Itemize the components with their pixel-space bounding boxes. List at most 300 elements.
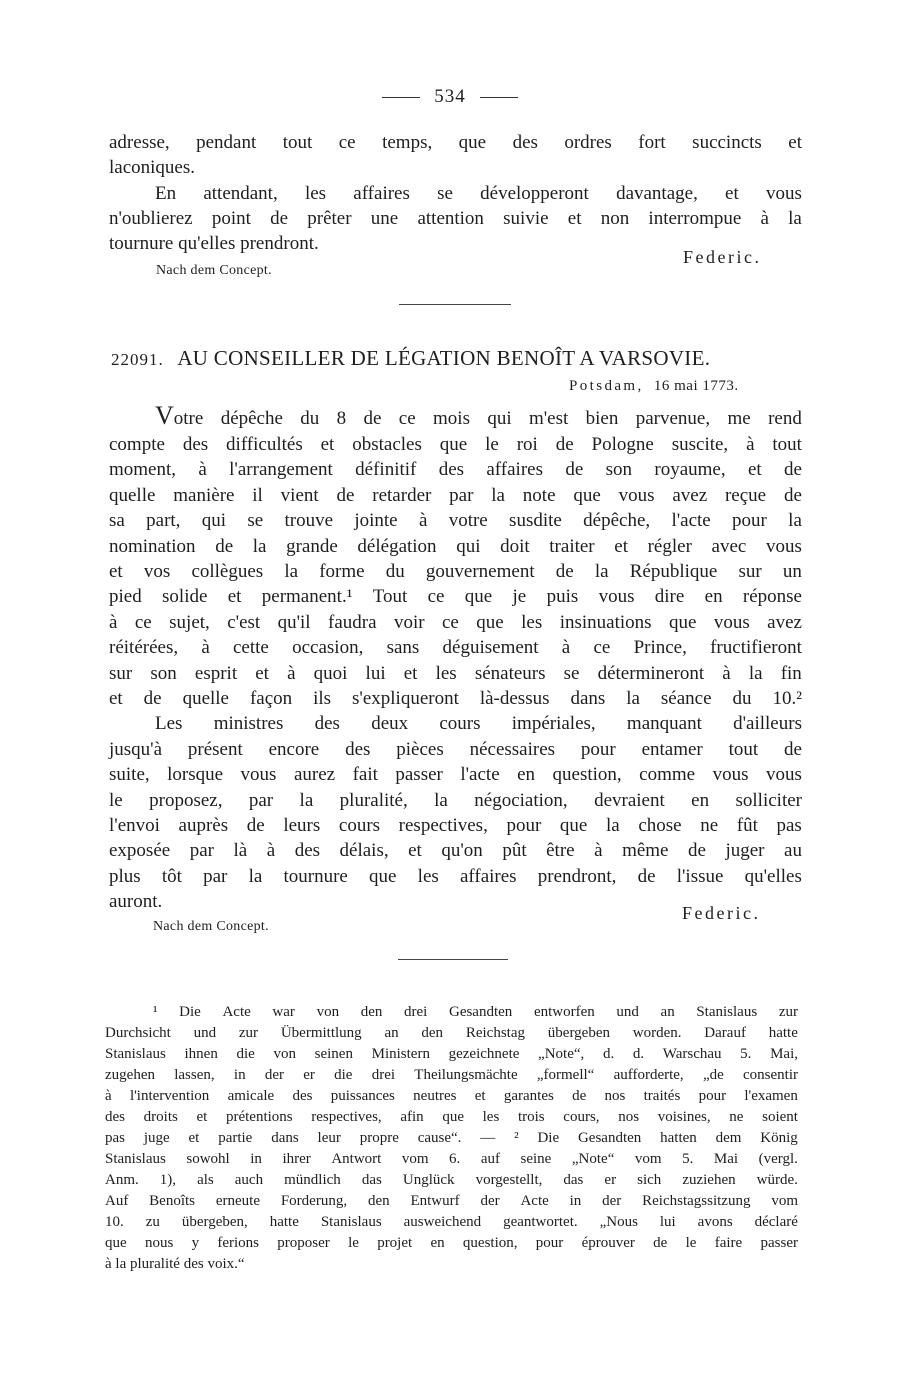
word: juger (725, 840, 765, 861)
word: vos (143, 561, 171, 582)
word: que (105, 1235, 127, 1251)
word: exposée (109, 840, 171, 861)
word: pour (580, 739, 616, 760)
word: ce (427, 586, 445, 607)
word: encore (268, 739, 320, 760)
word: par (449, 485, 474, 506)
word: in (233, 1067, 246, 1083)
letter2-line (109, 635, 802, 660)
word: plus (109, 866, 141, 887)
word: manière (173, 485, 235, 506)
word: royaume, (654, 459, 726, 480)
word: „formell“ (536, 1067, 595, 1083)
word: sur (109, 663, 133, 684)
word: développeront (480, 183, 589, 204)
word: point (211, 208, 251, 229)
word: obstacles (352, 434, 422, 455)
word: trouve (284, 510, 334, 531)
letter-date: 16 mai 1773. (653, 378, 739, 394)
word: Reichstagssitzung (642, 1193, 751, 1209)
word: pied (109, 586, 142, 607)
word: den (367, 1193, 390, 1209)
word: in (569, 1193, 582, 1209)
word: compte (109, 434, 165, 455)
word: 5. (682, 1151, 694, 1167)
word: ¹ (153, 1004, 158, 1020)
word: éprouver (581, 1235, 635, 1251)
word: Pologne (591, 434, 654, 455)
word: Die (537, 1130, 560, 1146)
word: juge (143, 1130, 170, 1146)
word: de (783, 485, 802, 506)
letter2-line (109, 788, 802, 813)
word: vom (634, 1151, 662, 1167)
word: 1), (159, 1172, 177, 1188)
word: à (746, 434, 755, 455)
footnote-line (105, 1233, 798, 1254)
word: interrompue (648, 208, 742, 229)
footnote-divider (398, 959, 508, 960)
word: de (555, 434, 574, 455)
footnote-line (105, 1170, 798, 1191)
footnote-line (105, 1107, 798, 1128)
letter1-signature: Federic. (683, 247, 762, 267)
word: entworfen (533, 1004, 595, 1020)
word: la (748, 663, 763, 684)
word: Reichstag (465, 1025, 525, 1041)
word: ce (134, 612, 152, 633)
footnote-line (105, 1128, 798, 1149)
word: an (660, 1004, 675, 1020)
letter2-source-note: Nach dem Concept. (153, 919, 269, 934)
letter2-line (109, 534, 802, 559)
word: Stanislaus (696, 1004, 758, 1020)
word: à (594, 840, 603, 861)
word: des (314, 713, 340, 734)
footnote-line (105, 1065, 798, 1086)
word: traiter (549, 536, 595, 557)
word: pour (732, 510, 767, 531)
word: la (248, 866, 263, 887)
word: otre (173, 408, 204, 429)
word: Mai (713, 1151, 739, 1167)
word: et (474, 1088, 486, 1104)
word: c'est (227, 612, 261, 633)
word: in (250, 1151, 262, 1167)
word: pour (506, 815, 542, 836)
word: dépêche (220, 408, 283, 429)
word: Les (155, 713, 183, 734)
word: Theilungsmächte (414, 1067, 518, 1083)
word: auch (234, 1172, 264, 1188)
word: projet (377, 1235, 413, 1251)
word: „Note“ (571, 1151, 615, 1167)
word: erneute (215, 1193, 260, 1209)
letter2-line (109, 432, 802, 457)
word: qu'il (277, 612, 311, 633)
word: l'issue (676, 866, 724, 887)
word: détermineront (597, 663, 705, 684)
word: aufforderte, (613, 1067, 684, 1083)
letter2-first-line (155, 401, 802, 431)
word: partie (218, 1130, 253, 1146)
word: de (784, 739, 802, 760)
word: tout (728, 739, 759, 760)
word: des (512, 132, 538, 153)
word: l'examen (744, 1088, 798, 1104)
word: et (227, 586, 242, 607)
word: qui (487, 408, 512, 429)
word: affaires (459, 866, 517, 887)
word: seine (520, 1151, 552, 1167)
word: passer (395, 764, 443, 785)
word: hatte (269, 1214, 299, 1230)
word: und (616, 1004, 639, 1020)
word: pour (535, 1235, 564, 1251)
word: „Nous (599, 1214, 638, 1230)
word: en (704, 586, 723, 607)
word: se (563, 663, 580, 684)
word: par (189, 840, 214, 861)
word: nécessaires (469, 739, 556, 760)
word: drei (404, 1004, 428, 1020)
word: se (437, 183, 453, 204)
word: afin (400, 1109, 424, 1125)
word: l'acte (671, 510, 711, 531)
word: König (760, 1130, 798, 1146)
word: gouvernement (425, 561, 535, 582)
word: „Note“, (538, 1046, 585, 1062)
word: Stanislaus (105, 1046, 166, 1062)
word: vom (771, 1193, 798, 1209)
word: que (442, 1109, 464, 1125)
word: sujet, (169, 612, 210, 633)
word: grande (286, 536, 338, 557)
letter2-line (109, 762, 802, 787)
word: dans (570, 688, 606, 709)
word: auf (480, 1151, 500, 1167)
word: war (272, 1004, 295, 1020)
word: définitif (355, 459, 417, 480)
word: bien (585, 408, 619, 429)
word: Unglück (402, 1172, 455, 1188)
word: vous (598, 586, 635, 607)
word: cours, (563, 1109, 600, 1125)
letter1-line (155, 181, 802, 206)
word: quelle (109, 485, 156, 506)
word: avez (672, 485, 708, 506)
word: au (784, 840, 802, 861)
word: würde. (756, 1172, 798, 1188)
word: quoi (313, 663, 348, 684)
word: en (691, 790, 710, 811)
word: d. (632, 1046, 645, 1062)
letter2-line (109, 864, 802, 889)
word: neutres (413, 1088, 457, 1104)
word: pas (105, 1130, 125, 1146)
word: permanent.¹ (261, 586, 353, 607)
footnote-line (153, 1002, 798, 1023)
word: die (334, 1067, 353, 1083)
word: entamer (641, 739, 703, 760)
word: qu'on (441, 840, 483, 861)
word: Mai, (770, 1046, 798, 1062)
word: faire (714, 1235, 743, 1251)
word: ² (514, 1130, 519, 1146)
word: présent (187, 739, 243, 760)
word: Tout (372, 586, 408, 607)
word: qui (201, 510, 227, 531)
word: que (464, 586, 493, 607)
word: à (287, 663, 296, 684)
word: als (197, 1172, 214, 1188)
word: des (438, 459, 465, 480)
word: Prince, (633, 637, 687, 658)
word: le (685, 1235, 697, 1251)
word: n'oublierez (109, 208, 193, 229)
letter2-line (109, 610, 802, 635)
word: passer (760, 1235, 798, 1251)
word: drei (371, 1067, 396, 1083)
word: temps, (382, 132, 433, 153)
word: avec (711, 536, 747, 557)
word: la (788, 208, 802, 229)
word: que (559, 815, 588, 836)
word: übergeben (547, 1025, 610, 1041)
word: Übermittlung (280, 1025, 362, 1041)
word: worden. (632, 1025, 682, 1041)
word: de (215, 536, 234, 557)
word: l'acte (460, 764, 500, 785)
word: attendant, (203, 183, 278, 204)
word: vom (401, 1151, 429, 1167)
word: davantage, (616, 183, 698, 204)
word: l'arrangement (229, 459, 333, 480)
word: vous (765, 183, 802, 204)
word: les (435, 663, 457, 684)
letter1-source-note: Nach dem Concept. (156, 263, 272, 278)
word: par (203, 866, 228, 887)
word: prétentions (225, 1109, 293, 1125)
word: devraient (594, 790, 665, 811)
word: ihrer (282, 1151, 311, 1167)
word: à (198, 459, 207, 480)
word: 6. (449, 1151, 461, 1167)
word: à (105, 1088, 112, 1104)
word: à (266, 840, 276, 861)
word: ce (398, 408, 416, 429)
word: puissances (330, 1088, 395, 1104)
word: et (109, 561, 123, 582)
word: prêter (307, 208, 352, 229)
word: vous (618, 485, 655, 506)
word: à (722, 663, 731, 684)
word: de (565, 459, 584, 480)
word: séance (660, 688, 712, 709)
word: Durchsicht (105, 1025, 171, 1041)
word: En (155, 183, 177, 204)
word: hatte (768, 1025, 798, 1041)
footnote-line (105, 1044, 798, 1065)
word: cours (338, 815, 381, 836)
word: dem (715, 1130, 742, 1146)
word: Gesandten (448, 1004, 513, 1020)
letter2-line (109, 838, 802, 863)
word: leur (317, 1130, 341, 1146)
word: de (143, 688, 162, 709)
word: lorsque (167, 764, 224, 785)
word: ferions (217, 1235, 260, 1251)
word: les (482, 1109, 500, 1125)
word: ministres (213, 713, 284, 734)
word: nous (144, 1235, 174, 1251)
word: délais, (339, 840, 389, 861)
letter2-line (109, 584, 802, 609)
word: en (517, 764, 536, 785)
word: avons (697, 1214, 733, 1230)
word: 10.² (772, 688, 802, 709)
word: droits (143, 1109, 178, 1125)
word: question, (552, 764, 622, 785)
letter1-line (109, 206, 802, 231)
word: voisines, (657, 1109, 711, 1125)
word: façon (249, 688, 293, 709)
word: amicale (227, 1088, 275, 1104)
word: de (653, 1235, 668, 1251)
word: vous (765, 536, 802, 557)
word: un (782, 561, 802, 582)
word: ihnen (184, 1046, 218, 1062)
footnote-line (105, 1149, 798, 1170)
word: fût (736, 815, 758, 836)
letter2-line (109, 661, 802, 686)
footnote-line (105, 1212, 798, 1233)
word: de (572, 1088, 587, 1104)
word: rend (768, 408, 802, 429)
word: de (637, 866, 656, 887)
word: à (418, 510, 428, 531)
word: fin (780, 663, 802, 684)
word: vous (240, 764, 277, 785)
word: zugehen (105, 1067, 155, 1083)
word: de (555, 561, 574, 582)
word: sa (109, 510, 125, 531)
word: Forderung, (280, 1193, 348, 1209)
word: République (629, 561, 718, 582)
word: note (522, 485, 556, 506)
word: Acte (520, 1193, 549, 1209)
word: des (292, 1088, 313, 1104)
word: von (316, 1004, 340, 1020)
word: en (430, 1235, 445, 1251)
word: du (385, 561, 405, 582)
word: quelle (182, 688, 229, 709)
word: là-dessus (479, 688, 550, 709)
word: succincts (692, 132, 762, 153)
word: le (485, 434, 499, 455)
word: attention (417, 208, 484, 229)
word: faudra (328, 612, 377, 633)
word: ce (442, 612, 459, 633)
word: part, (146, 510, 181, 531)
word: Die (179, 1004, 201, 1020)
word: le (109, 790, 123, 811)
word: pour (698, 1088, 727, 1104)
word: cause“. (417, 1130, 462, 1146)
first-line-wrap (155, 401, 802, 431)
word: Benoîts (149, 1193, 196, 1209)
word: der (264, 1067, 284, 1083)
word: garantes (503, 1088, 554, 1104)
word: esprit (194, 663, 238, 684)
word: mois (433, 408, 470, 429)
word: sénateurs (474, 663, 546, 684)
word: son (150, 663, 177, 684)
word: réitérées, (109, 637, 179, 658)
word: à (561, 637, 571, 658)
word: zu (145, 1214, 160, 1230)
word: der (480, 1193, 500, 1209)
word: ne (700, 815, 719, 836)
word: occasion, (292, 637, 364, 658)
word: Warschau (662, 1046, 722, 1062)
word: „de (702, 1067, 724, 1083)
word: suite, (109, 764, 150, 785)
header-dash-left (382, 97, 420, 98)
word: dans (271, 1130, 299, 1146)
word: zur (778, 1004, 798, 1020)
letter2-line (109, 483, 802, 508)
word: la (594, 561, 609, 582)
word: vient (280, 485, 319, 506)
word: et (567, 208, 582, 229)
letter1-line (109, 130, 802, 155)
word: ils (313, 688, 332, 709)
word: Stanislaus (105, 1151, 166, 1167)
word: parvenue, (635, 408, 711, 429)
word: le (348, 1235, 359, 1251)
footnote-line (105, 1191, 798, 1212)
word: être (546, 840, 575, 861)
word: auprès (178, 815, 229, 836)
word: de (246, 815, 265, 836)
word: tout (282, 132, 313, 153)
word: propre (359, 1130, 399, 1146)
word: impériales, (511, 713, 596, 734)
word: des (182, 434, 209, 455)
word: qu'elles (744, 866, 802, 887)
footnote-line (105, 1086, 798, 1107)
word: 5. (740, 1046, 752, 1062)
word: er (303, 1067, 315, 1083)
word: leurs (283, 815, 321, 836)
word: ce (593, 637, 611, 658)
word: et (408, 840, 422, 861)
word: — (480, 1130, 496, 1146)
word: dire (654, 586, 685, 607)
word: son (605, 459, 633, 480)
word: la (434, 790, 448, 811)
word: trois (517, 1109, 545, 1125)
word: respectives, (398, 815, 488, 836)
word: nos (604, 1088, 626, 1104)
letter-number: 22091. (111, 350, 164, 369)
word: den (421, 1025, 444, 1041)
word: la (299, 790, 314, 811)
word: zur (238, 1025, 259, 1041)
word: les (417, 866, 439, 887)
word: soient (762, 1109, 798, 1125)
